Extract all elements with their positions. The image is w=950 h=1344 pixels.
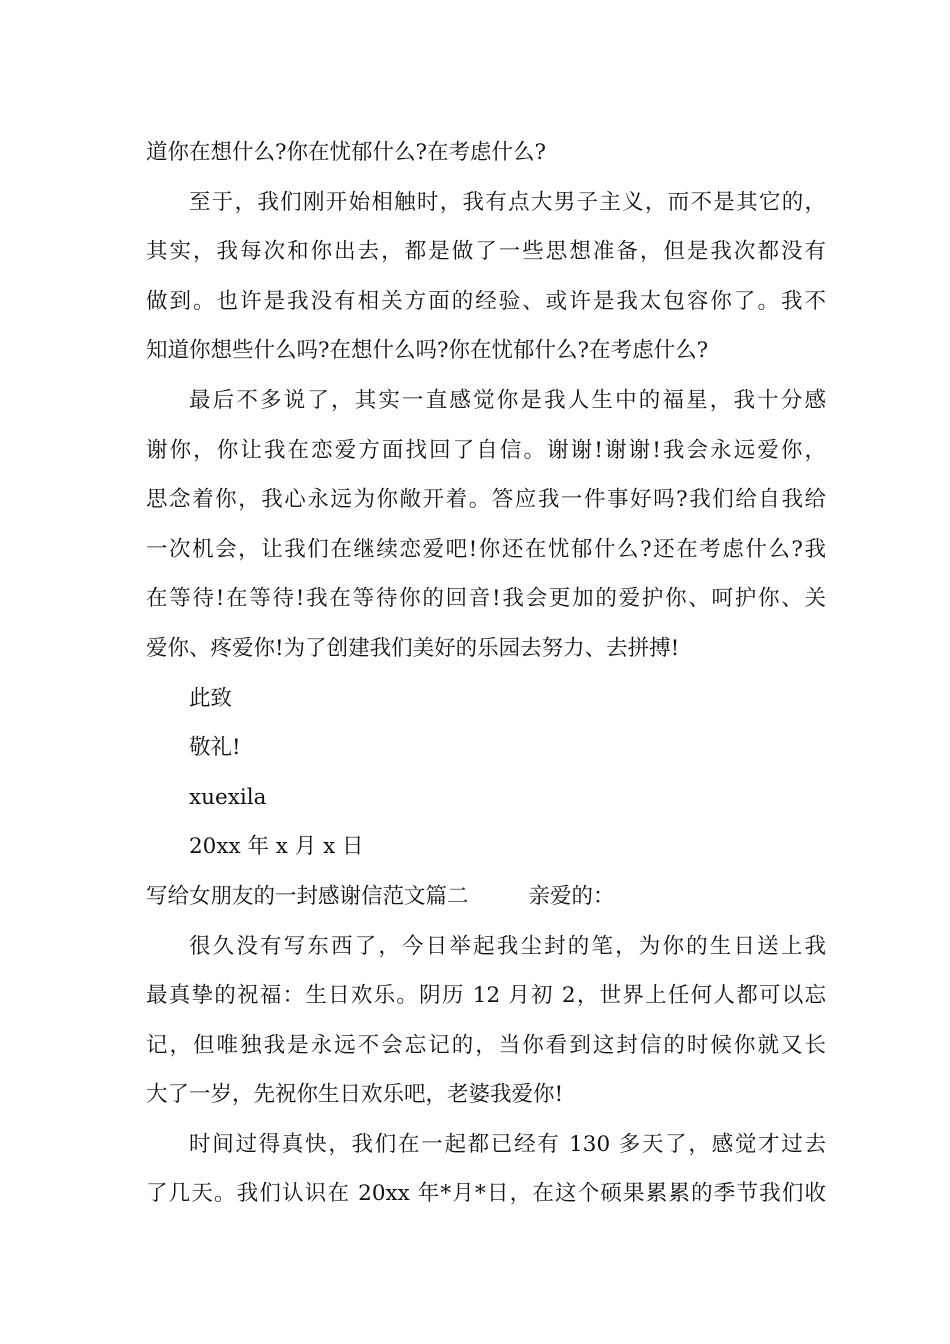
text-line: 记，但唯独我是永远不会忘记的，当你看到这封信的时候你就又长 [146,1032,826,1058]
text-line: 谢你，你让我在恋爱方面找回了自信。谢谢!谢谢!我会永远爱你， [146,437,826,463]
greeting: 亲爱的： [528,883,615,909]
text-line: 很久没有写东西了，今日举起我尘封的笔，为你的生日送上我 [189,933,826,959]
text-line: 其实，我每次和你出去，都是做了一些思想准备，但是我次都没有 [146,239,826,265]
text-line: 爱你、疼爱你!为了创建我们美好的乐园去努力、去拼搏! [146,635,680,661]
text-line: 做到。也许是我没有相关方面的经验、或许是我太包容你了。我不 [146,288,826,314]
text-line: 思念着你，我心永远为你敞开着。答应我一件事好吗?我们给自我给 [146,487,826,513]
text-line: 一次机会，让我们在继续恋爱吧!你还在忧郁什么?还在考虑什么?我 [146,536,826,562]
signature-name: xuexila [189,784,267,810]
closing-regards: 敬礼! [189,735,241,761]
text-line: 在等待!在等待!我在等待你的回音!我会更加的爱护你、呵护你、关 [146,586,826,612]
text-line: 了几天。我们认识在 20xx 年*月*日，在这个硕果累累的季节我们收 [146,1181,826,1207]
text-line: 大了一岁，先祝你生日欢乐吧，老婆我爱你! [146,1082,564,1108]
section-heading: 写给女朋友的一封感谢信范文篇二 [146,883,469,909]
text-line: 时间过得真快，我们在一起都已经有 130 多天了，感觉才过去 [189,1131,826,1157]
text-line: 最后不多说了，其实一直感觉你是我人生中的福星，我十分感 [189,387,826,413]
letter-body [146,128,826,1219]
text-line: 知道你想些什么吗?在想什么吗?你在忧郁什么?在考虑什么? [146,338,709,364]
closing-salutation: 此致 [189,685,233,711]
text-line: 最真挚的祝福：生日欢乐。阴历 12 月初 2，世界上任何人都可以忘 [146,983,826,1009]
text-line: 至于，我们刚开始相触时，我有点大男子主义，而不是其它的， [189,189,826,215]
text-line: 道你在想什么?你在忧郁什么?在考虑什么? [146,140,547,165]
section-heading-line [146,872,826,922]
letter-date: 20xx 年 x 月 x 日 [189,834,364,860]
